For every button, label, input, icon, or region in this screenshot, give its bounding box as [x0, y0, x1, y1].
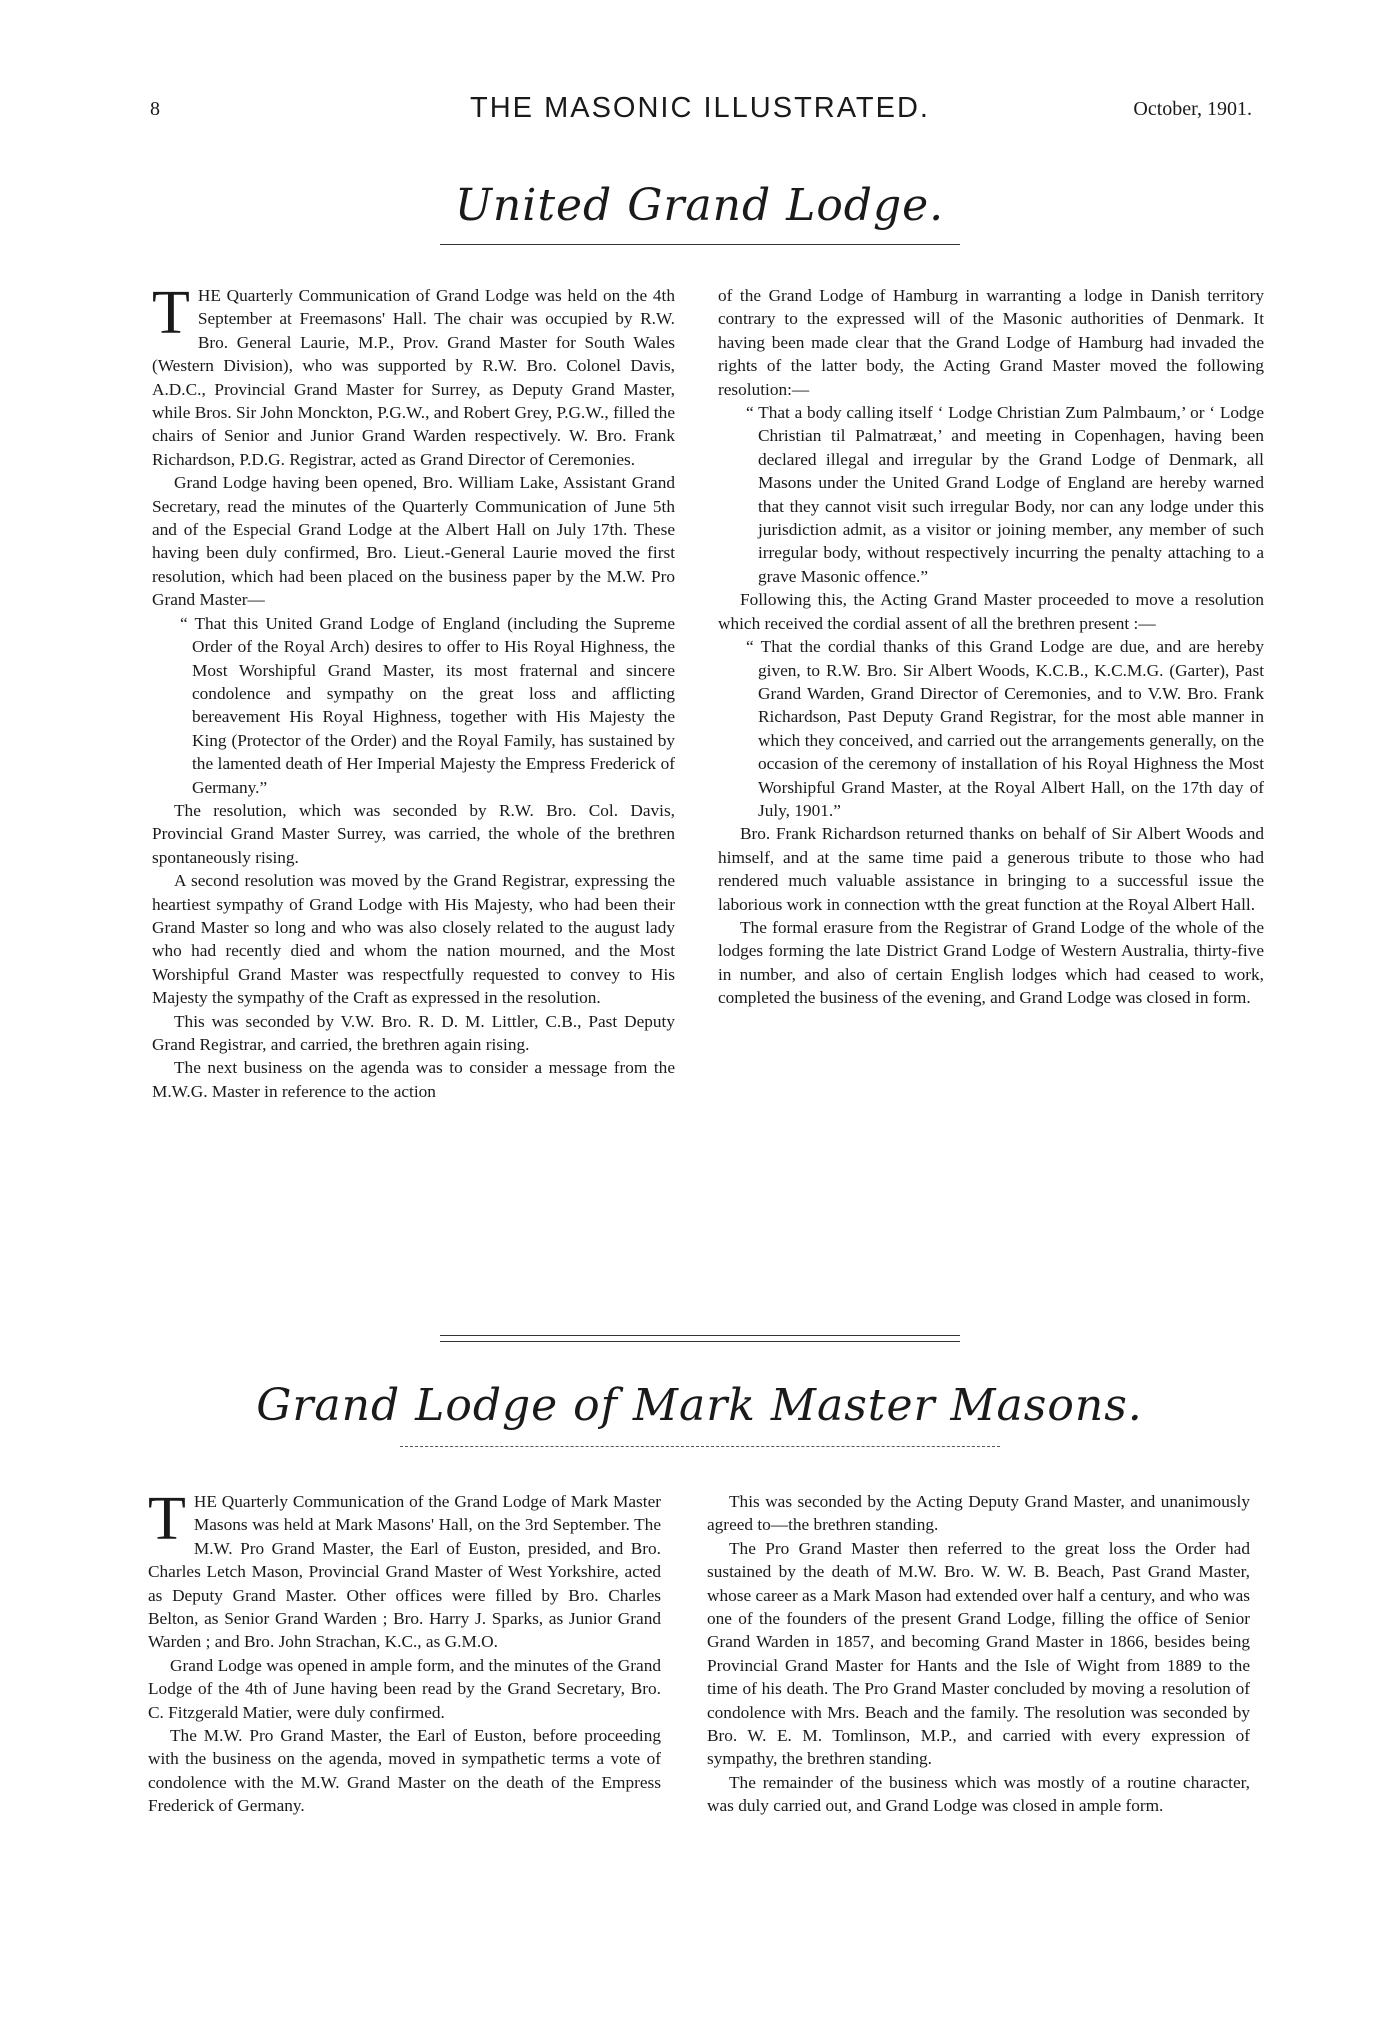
- running-header: [140, 90, 1260, 130]
- article-title-mark-master-masons: Grand Lodge of Mark Master Masons.: [256, 1380, 1143, 1431]
- drop-cap: T: [152, 279, 190, 347]
- article1-resolution-quote: “ That the cordial thanks of this Grand Lodge are due, and are hereby given, to R.W. Bro. Sir Albert Woods, K.C.B., K.C.M.G. (Garter), Past Grand Warden, Grand Director of Ceremonies, and to V.W. Bro. Frank Richardson, Past Deputy Grand Registrar, for the most able manner in which they conceived, and carried out the arrangements generally, on the occasion of the ceremony of installation of his Royal Highness the Most Worshipful Grand Master, at the Royal Albert Hall, on the 17th day of July, 1901.”: [746, 637, 1264, 820]
- article1-resolution-quote: “ That a body calling itself ‘ Lodge Christian Zum Palmbaum,’ or ‘ Lodge Christian til Palmatræat,’ and meeting in Copenhagen, having been declared illegal and irregular by the Grand Lodge of Denmark, all Masons under the United Grand Lodge of England are hereby warned that they cannot visit such irregular Body, nor can any lodge under this jurisdiction admit, as a visitor or joining member, any member of such irregular body, without respectively incurring the penalty attaching to a grave Masonic offence.”: [746, 403, 1264, 586]
- drop-cap: T: [148, 1485, 186, 1553]
- article2-column-right: [707, 1490, 1250, 1818]
- journal-title: THE MASONIC ILLUSTRATED.: [470, 92, 930, 124]
- article2-paragraph: Grand Lodge was opened in ample form, and the minutes of the Grand Lodge of the 4th of June having been read by the Grand Secretary, Bro. C. Fitzgerald Matier, were duly confirmed.: [148, 1655, 661, 1722]
- article1-paragraph: The next business on the agenda was to consider a message from the M.W.G. Master in reference to the action: [152, 1058, 675, 1101]
- article1-paragraph: The formal erasure from the Registrar of Grand Lodge of the whole of the lodges forming the late District Grand Lodge of Western Australia, thirty-five in number, and also of certain English lodges which had ceased to work, completed the business of the evening, and Grand Lodge was closed in form.: [718, 917, 1264, 1008]
- article2-paragraph: The remainder of the business which was mostly of a routine character, was duly carried out, and Grand Lodge was closed in ample form.: [707, 1772, 1250, 1816]
- issue-date: October, 1901.: [1133, 98, 1252, 120]
- article2-paragraph: The M.W. Pro Grand Master, the Earl of Euston, before proceeding with the business on the agenda, moved in sympathetic terms a vote of condolence with the M.W. Grand Master on the death of the Empress Frederick of Germany.: [148, 1726, 661, 1816]
- article-title-united-grand-lodge: United Grand Lodge.: [454, 180, 945, 231]
- section-divider: [440, 1335, 960, 1342]
- article1-paragraph: A second resolution was moved by the Grand Registrar, expressing the heartiest sympathy of Grand Lodge with His Majesty, who had been their Grand Master so long and who was also closely related to the august lady who had recently died and whom the nation mourned, and the Most Worshipful Grand Master was respectfully requested to convey to His Majesty the sympathy of the Craft as expressed in the resolution.: [152, 871, 675, 1008]
- title-underline: [440, 244, 960, 245]
- article1-paragraph: THE Quarterly Communication of Grand Lodge was held on the 4th September at Freemasons' Hall. The chair was occupied by R.W. Bro. General Laurie, M.P., Prov. Grand Master for South Wales (Western Division), who was supported by R.W. Bro. Colonel Davis, A.D.C., Provincial Grand Master for Surrey, as Deputy Grand Master, while Bros. Sir John Monckton, P.G.W., and Robert Grey, P.G.W., filled the chairs of Senior and Junior Grand Warden respectively. W. Bro. Frank Richardson, P.D.G. Registrar, acted as Grand Director of Ceremonies.: [152, 279, 675, 469]
- page-number: 8: [150, 98, 160, 120]
- article1-paragraph: of the Grand Lodge of Hamburg in warranting a lodge in Danish territory contrary to the expressed will of the Masonic authorities of Denmark. It having been made clear that the Grand Lodge of Hamburg had invaded the rights of the latter body, the Acting Grand Master moved the following resolution:—: [718, 286, 1264, 399]
- title-underline: [400, 1446, 1000, 1447]
- article1-column-left: [152, 279, 675, 1103]
- article1-column-right: [718, 284, 1264, 1010]
- article2-column-left: [148, 1485, 661, 1818]
- article2-paragraph: The Pro Grand Master then referred to the great loss the Order had sustained by the death of M.W. Bro. W. W. B. Beach, Past Grand Master, whose career as a Mark Mason had extended over half a century, and who was one of the founders of the present Grand Lodge, filling the office of Senior Grand Warden in 1857, and becoming Grand Master in 1866, besides being Provincial Grand Master for Hants and the Isle of Wight from 1889 to the time of his death. The Pro Grand Master concluded by moving a resolution of condolence with Mrs. Beach and the family. The resolution was seconded by Bro. W. E. M. Tomlinson, M.P., and carried with every expression of sympathy, the brethren standing.: [707, 1538, 1250, 1769]
- article1-paragraph: Bro. Frank Richardson returned thanks on behalf of Sir Albert Woods and himself, and at the same time paid a generous tribute to those who had rendered much valuable assistance in bringing to a successful issue the laborious work in connection wtth the great function at the Royal Albert Hall.: [718, 824, 1264, 914]
- article1-paragraph: The resolution, which was seconded by R.W. Bro. Col. Davis, Provincial Grand Master Surrey, was carried, the whole of the brethren spontaneously rising.: [152, 800, 675, 867]
- article1-paragraph: Following this, the Acting Grand Master proceeded to move a resolution which received the cordial assent of all the brethren present :—: [718, 590, 1264, 633]
- article1-paragraph: This was seconded by V.W. Bro. R. D. M. Littler, C.B., Past Deputy Grand Registrar, and carried, the brethren again rising.: [152, 1011, 675, 1054]
- article1-paragraph: Grand Lodge having been opened, Bro. William Lake, Assistant Grand Secretary, read the minutes of the Quarterly Communication of June 5th and of the Especial Grand Lodge at the Albert Hall on July 17th. These having been duly confirmed, Bro. Lieut.-General Laurie moved the first resolution, which had been placed on the business paper by the M.W. Pro Grand Master—: [152, 473, 675, 610]
- article1-resolution-quote: “ That this United Grand Lodge of England (including the Supreme Order of the Royal Arch) desires to offer to His Royal Highness, the Most Worshipful Grand Master, its most fraternal and sincere condolence and sympathy on the great loss and afflicting bereavement His Royal Highness, together with His Majesty the King (Protector of the Order) and the Royal Family, has sustained by the lamented death of Her Imperial Majesty the Empress Frederick of Germany.”: [180, 613, 675, 797]
- article2-paragraph: THE Quarterly Communication of the Grand Lodge of Mark Master Masons was held at Mark Masons' Hall, on the 3rd September. The M.W. Pro Grand Master, the Earl of Euston, presided, and Bro. Charles Letch Mason, Provincial Grand Master of West Yorkshire, acted as Deputy Grand Master. Other offices were filled by Bro. Charles Belton, as Senior Grand Warden ; Bro. Harry J. Sparks, as Junior Grand Warden ; and Bro. John Strachan, K.C., as G.M.O.: [148, 1485, 661, 1652]
- article2-paragraph: This was seconded by the Acting Deputy Grand Master, and unanimously agreed to—the brethren standing.: [707, 1492, 1250, 1535]
